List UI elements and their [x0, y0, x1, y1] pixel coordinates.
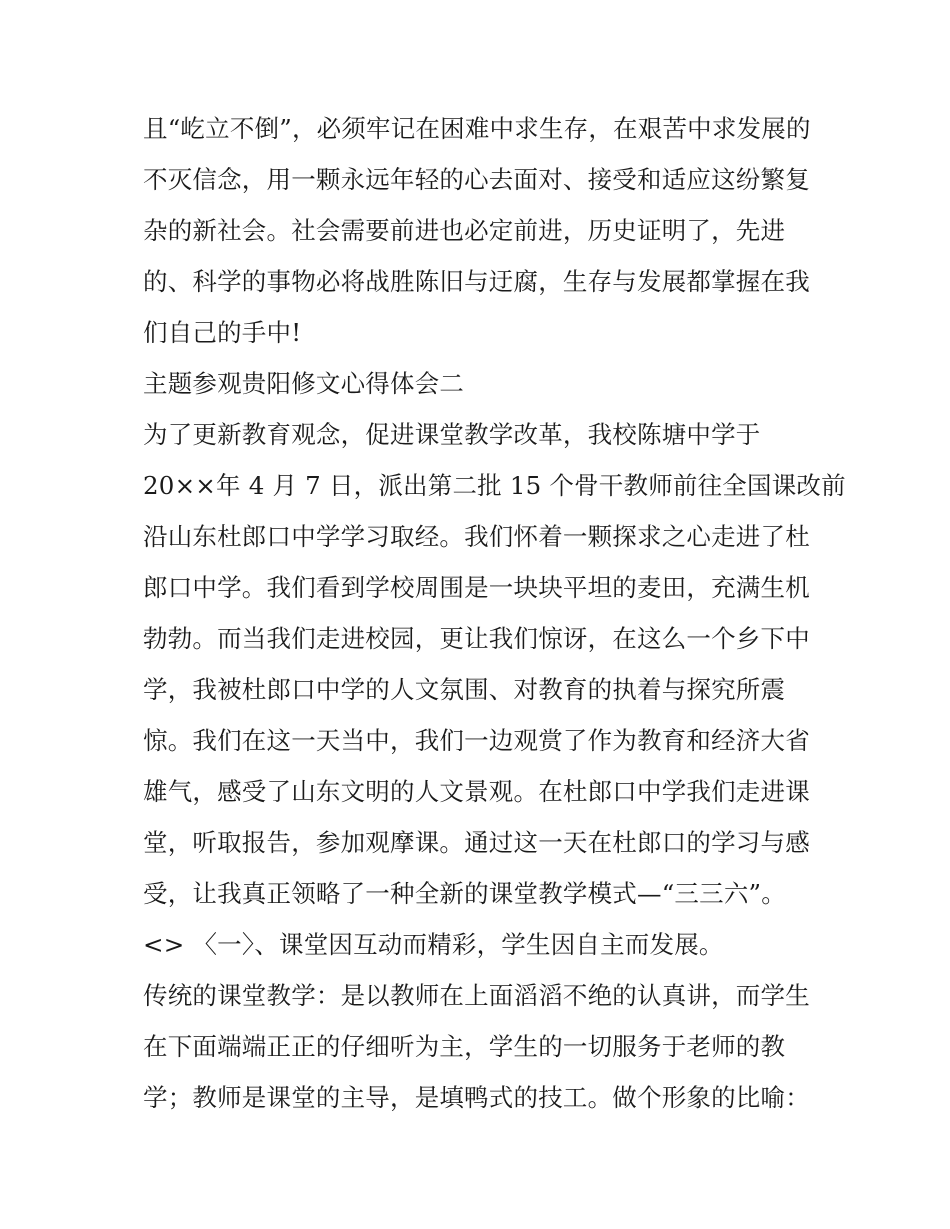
- subsection-heading: <> 〈一〉、课堂因互动而精彩，学生因自主而发展。: [143, 930, 724, 959]
- text-line: 勃勃。而当我们走进校园，更让我们惊讶，在这么一个乡下中: [143, 624, 810, 653]
- text-line: 惊。我们在这一天当中，我们一边观赏了作为教育和经济大省: [143, 726, 810, 755]
- text-line: 受，让我真正领略了一种全新的课堂教学模式—“三三六”。: [143, 879, 786, 908]
- text-line: 在下面端端正正的仔细听为主，学生的一切服务于老师的教: [143, 1032, 786, 1061]
- text-line: 杂的新社会。社会需要前进也必定前进，历史证明了，先进: [143, 216, 786, 245]
- text-line: 郎口中学。我们看到学校周围是一块块平坦的麦田，充满生机: [143, 573, 810, 602]
- text-line: 的、科学的事物必将战胜陈旧与迂腐，生存与发展都掌握在我: [143, 267, 810, 296]
- section-heading: 主题参观贵阳修文心得体会二: [143, 369, 465, 398]
- text-line: 堂，听取报告，参加观摩课。通过这一天在杜郎口的学习与感: [143, 828, 810, 857]
- text-line: 20××年 4 月 7 日，派出第二批 15 个骨干教师前往全国课改前: [143, 471, 846, 500]
- text-line: 学，我被杜郎口中学的人文氛围、对教育的执着与探究所震: [143, 675, 786, 704]
- document-body: [143, 103, 846, 1123]
- text-line: 们自己的手中!: [143, 318, 302, 347]
- text-line: 为了更新教育观念，促进课堂教学改革，我校陈塘中学于: [143, 420, 761, 449]
- text-line: 学；教师是课堂的主导，是填鸭式的技工。做个形象的比喻：: [143, 1083, 810, 1112]
- text-line: 传统的课堂教学：是以教师在上面滔滔不绝的认真讲，而学生: [143, 981, 810, 1010]
- text-line: 雄气，感受了山东文明的人文景观。在杜郎口中学我们走进课: [143, 777, 810, 806]
- text-line: 且“屹立不倒”，必须牢记在困难中求生存，在艰苦中求发展的: [143, 114, 811, 143]
- text-line: 不灭信念，用一颗永远年轻的心去面对、接受和适应这纷繁复: [143, 165, 810, 194]
- text-line: 沿山东杜郎口中学学习取经。我们怀着一颗探求之心走进了杜: [143, 522, 810, 551]
